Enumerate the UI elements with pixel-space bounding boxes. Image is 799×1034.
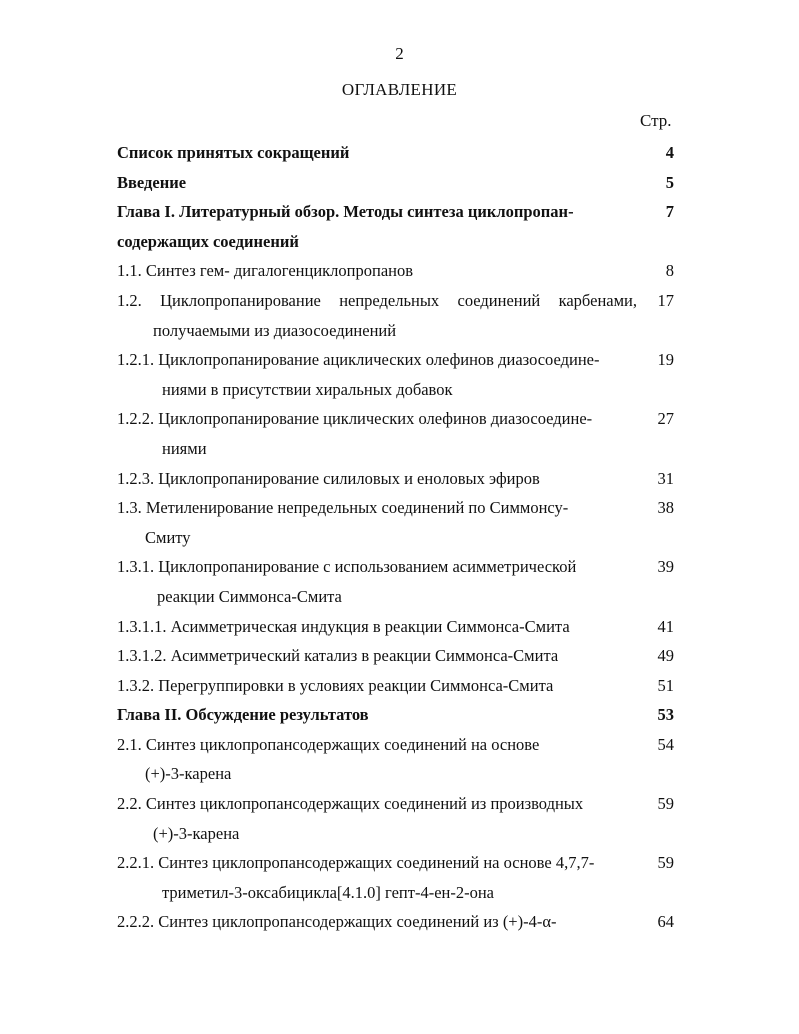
toc-entry-title-line2: ниями в присутствии хиральных добавок — [162, 379, 453, 399]
toc-entry-1-2-2 — [117, 404, 680, 463]
toc-entry-1-3-1-2 — [117, 641, 680, 671]
toc-entry-page: 38 — [657, 498, 674, 518]
toc-entry-title-line2: получаемыми из диазосоединений — [153, 320, 397, 340]
toc-entry-title-line1: 1.2. Циклопропанирование непредельных соединений карбенами, — [117, 290, 637, 310]
page-column-header: Стр. — [640, 111, 672, 130]
toc-entry-page: 54 — [657, 734, 674, 754]
toc-entry-title-line1: 2.1. Синтез циклопропансодержащих соединений на основе — [117, 734, 540, 754]
toc-entry-title-line2: (+)-3-карена — [153, 823, 240, 843]
toc-entry-page: 51 — [657, 675, 674, 695]
toc-entry-title — [117, 404, 637, 463]
toc-entry-title-line2: триметил-3-оксабицикла[4.1.0] гепт-4-ен-2-она — [162, 882, 494, 902]
toc-entry-title: 1.1. Синтез гем- дигалогенциклопропанов — [117, 261, 414, 281]
toc-entry-title-line1: Глава I. Литературный обзор. Методы синтеза циклопропан- — [117, 202, 574, 222]
toc-entry-title: Введение — [117, 172, 187, 192]
toc-entry-page: 5 — [665, 172, 674, 192]
toc-entry-1-1 — [117, 256, 680, 286]
toc-entry-title: 1.3.2. Перегруппировки в условиях реакции Симмонса-Смита — [117, 675, 554, 695]
toc-entry-title — [117, 286, 637, 345]
toc-entry-title-line1: 2.2.1. Синтез циклопропансодержащих соединений на основе 4,7,7- — [117, 853, 595, 873]
toc-entry-title — [117, 493, 637, 552]
toc-entry-1-3 — [117, 493, 680, 552]
toc-entry-1-2-3 — [117, 464, 680, 494]
toc-entry-title-line2: ниями — [162, 438, 207, 458]
toc-entry-chapter-1 — [117, 197, 680, 256]
toc-entry-page: 17 — [657, 290, 674, 310]
toc-entry-page: 19 — [657, 350, 674, 370]
toc-entry-title: 1.3.1.1. Асимметрическая индукция в реакции Симмонса-Смита — [117, 616, 570, 636]
toc-entry-2-2-1 — [117, 848, 680, 907]
toc-entry-title — [117, 789, 637, 848]
table-of-contents — [117, 138, 680, 937]
toc-entry-chapter-2 — [117, 700, 680, 730]
toc-entry-title — [117, 730, 637, 789]
toc-entry-title — [117, 552, 637, 611]
toc-entry-page: 53 — [657, 705, 674, 725]
toc-entry-1-3-1 — [117, 552, 680, 611]
toc-entry-abbreviations — [117, 138, 680, 168]
toc-entry-title: 1.2.3. Циклопропанирование силиловых и еноловых эфиров — [117, 468, 540, 488]
toc-entry-title-line1: 2.2. Синтез циклопропансодержащих соединений из производных — [117, 794, 584, 814]
toc-entry-1-3-1-1 — [117, 612, 680, 642]
toc-entry-1-2 — [117, 286, 680, 345]
toc-entry-page: 59 — [657, 794, 674, 814]
page-number: 2 — [395, 44, 404, 63]
toc-entry-introduction — [117, 168, 680, 198]
toc-entry-page: 64 — [657, 912, 674, 932]
toc-entry-page: 39 — [657, 557, 674, 577]
toc-entry-title-line2: реакции Симмонса-Смита — [157, 586, 342, 606]
toc-entry-1-2-1 — [117, 345, 680, 404]
toc-entry-title-line2: Смиту — [145, 527, 191, 547]
toc-title: ОГЛАВЛЕНИЕ — [341, 80, 458, 99]
toc-entry-title: Список принятых сокращений — [117, 143, 350, 162]
toc-entry-title: 1.3.1.2. Асимметрический катализ в реакции Симмонса-Смита — [117, 646, 559, 666]
toc-entry-page: 4 — [665, 143, 674, 162]
toc-entry-title-line1: 1.2.1. Циклопропанирование ациклических олефинов диазосоедине- — [117, 350, 600, 370]
toc-entry-1-3-2 — [117, 671, 680, 701]
toc-entry-title — [117, 345, 637, 404]
toc-entry-page: 27 — [657, 409, 674, 429]
toc-entry-page: 49 — [657, 646, 674, 666]
toc-entry-title-line1: 1.3. Метиленирование непредельных соединений по Симмонсу- — [117, 498, 569, 518]
toc-entry-page: 7 — [665, 202, 674, 222]
toc-entry-title — [117, 197, 637, 256]
toc-entry-title-line1: 1.3.1. Циклопропанирование с использованием асимметрической — [117, 557, 577, 577]
toc-entry-page: 59 — [657, 853, 674, 873]
toc-entry-page: 31 — [657, 468, 674, 488]
toc-entry-title: 2.2.2. Синтез циклопропансодержащих соединений из (+)-4-α- — [117, 912, 557, 932]
toc-entry-page: 41 — [657, 616, 674, 636]
toc-entry-title-line2: (+)-3-карена — [145, 764, 232, 784]
toc-entry-title — [117, 848, 637, 907]
toc-entry-title-line1: 1.2.2. Циклопропанирование циклических олефинов диазосоедине- — [117, 409, 593, 429]
toc-entry-page: 8 — [665, 261, 674, 281]
toc-entry-title: Глава II. Обсуждение результатов — [117, 705, 369, 725]
toc-entry-2-1 — [117, 730, 680, 789]
toc-entry-2-2-2 — [117, 907, 680, 937]
toc-entry-2-2 — [117, 789, 680, 848]
toc-entry-title-line2: содержащих соединений — [117, 231, 299, 251]
